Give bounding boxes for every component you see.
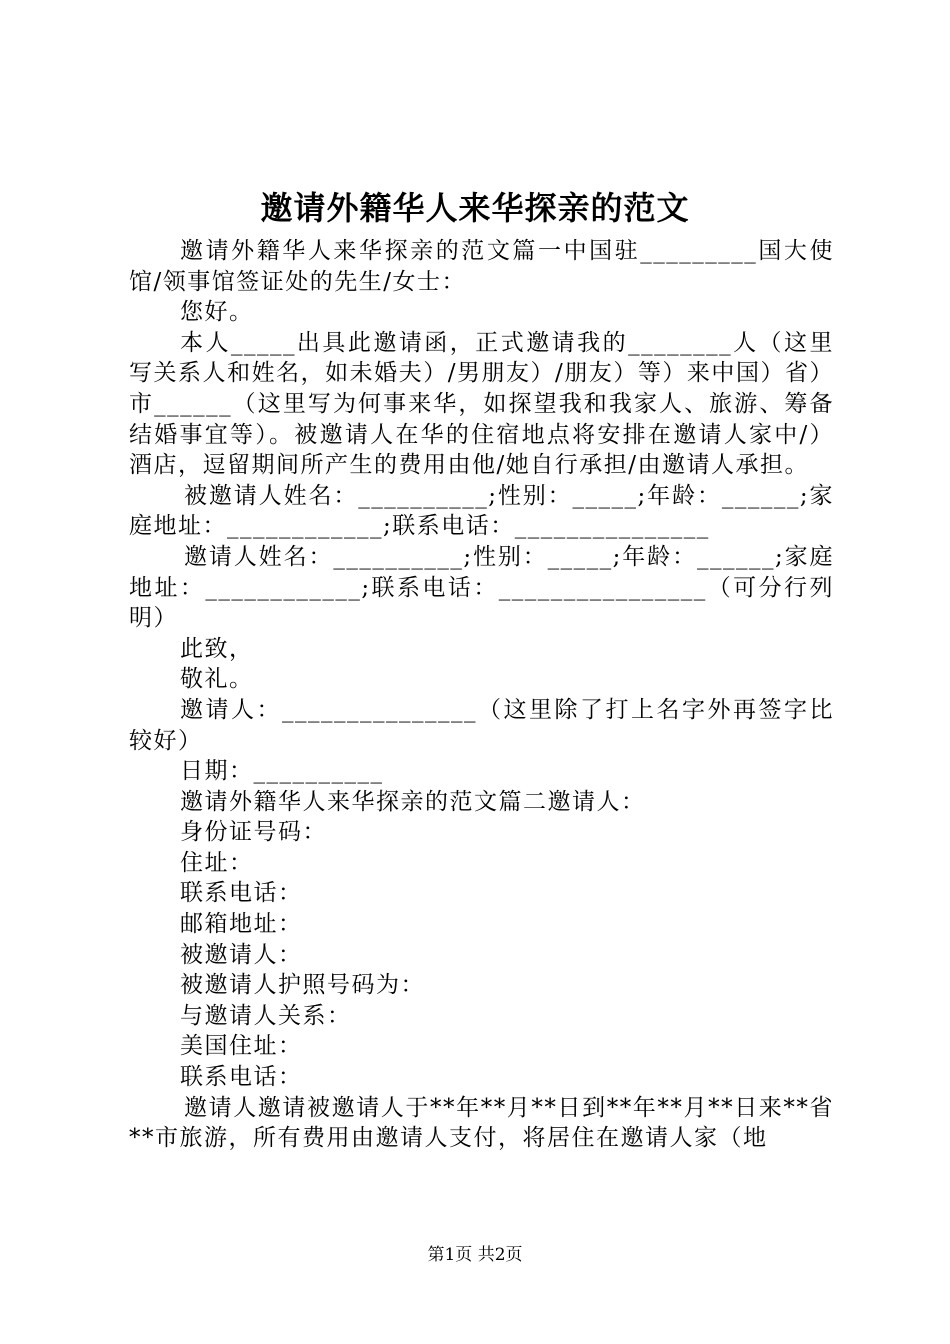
paragraph: 联系电话： [180, 1064, 303, 1091]
paragraph: 被邀请人姓名：__________;性别：_____;年龄：______;家庭地址：____________;联系电话：_______________ [129, 482, 834, 540]
paragraph: 邮箱地址： [180, 911, 303, 938]
paragraph: 邀请人邀请被邀请人于**年**月**日到**年**月**日来**省**市旅游，所有费用由邀请人支付，将居住在邀请人家（地 [129, 1094, 834, 1152]
page-footer: 第1页 共2页 [427, 1245, 523, 1265]
paragraph: 邀请外籍华人来华探亲的范文篇二邀请人： [180, 788, 646, 815]
paragraph: 邀请人：_______________（这里除了打上名字外再签字比较好） [129, 696, 834, 754]
paragraph: 美国住址： [180, 1033, 303, 1060]
paragraph: 您好。 [180, 299, 254, 326]
paragraph: 此致， [180, 635, 254, 662]
paragraph: 身份证号码： [180, 819, 327, 846]
paragraph: 日期：__________ [180, 758, 384, 785]
paragraph: 被邀请人： [180, 941, 303, 968]
paragraph: 敬礼。 [180, 666, 254, 693]
paragraph: 邀请外籍华人来华探亲的范文篇一中国驻_________国大使馆/领事馆签证处的先生/女士： [129, 238, 834, 295]
document-body [129, 236, 834, 1154]
paragraph: 住址： [180, 849, 254, 876]
paragraph: 被邀请人护照号码为： [180, 972, 425, 999]
paragraph: 本人_____出具此邀请函，正式邀请我的________人（这里写关系人和姓名，如未婚夫）/男朋友）/朋友）等）来中国）省）市______（这里写为何事来华，如探望我和我家人、旅游、筹备结婚事宜等）。被邀请人在华的住宿地点将安排在邀请人家中/）酒店，逗留期间所产生的费用由他/她自行承担/由邀请人承担。 [129, 329, 834, 479]
paragraph: 联系电话： [180, 880, 303, 907]
document-title: 邀请外籍华人来华探亲的范文 [260, 189, 690, 227]
paragraph: 与邀请人关系： [180, 1002, 352, 1029]
paragraph: 邀请人姓名：__________;性别：_____;年龄：______;家庭地址：____________;联系电话：________________（可分行列明） [129, 543, 834, 632]
